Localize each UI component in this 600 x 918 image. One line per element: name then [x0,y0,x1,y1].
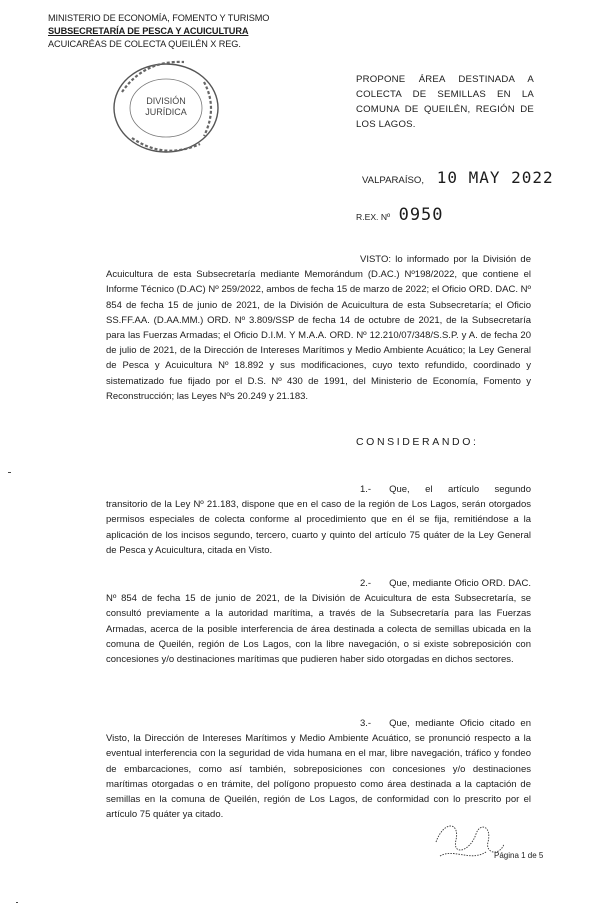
paragraph-text: Que, mediante Oficio citado en Visto, la Dirección de Intereses Marítimos y Medio Ambiente Acuático, se pronunció respecto a la eventual interferencia con la seguridad de vida humana en el mar, libre navegación, tráfico y fondeo de embarcaciones, como así también, sobreposiciones con concesiones y/o destinaciones marítimas otorgadas o en trámite, del polígono propuesto como área destinada a la captación de semillas en la comuna de Queilén, región de Los Lagos, de conformidad con lo prescrito por el artículo 75 quáter ya citado. [106,718,531,821]
visto-text: VISTO: lo informado por la División de Acuicultura de esta Subsecretaría mediante Memorándum (D.AC.) Nº198/2022, que contiene el Informe Técnico (D.AC) Nº 259/2022, ambos de fecha 15 de marzo de 2022; el Oficio ORD. DAC. Nº 854 de fecha 15 de junio de 2021, de la División de Acuicultura de esta Subsecretaría; el Oficio SS.FF.AA. (D.AA.MM.) ORD. Nº 3.809/SSP de fecha 14 de octubre de 2021, de la Subsecretaría para las Fuerzas Armadas; el Oficio D.I.M. Y M.A.A. ORD. Nº 12.210/07/348/S.S.P. y A. de fecha 20 de julio de 2021, de la Dirección de Intereses Marítimos y Medio Ambiente Acuático; la Ley General de Pesca y Acuicultura Nº 18.892 y sus modificaciones, cuyo texto refundido, coordinado y sistematizado fue fijado por el D.S. Nº 430 de 1991, del Ministerio de Economía, Fomento y Reconstrucción; las Leyes Nºs 20.249 y 21.183. [106,254,531,402]
stamp-line-2: JURÍDICA [145,107,187,117]
resolution-number [356,205,444,225]
subject-text: PROPONE ÁREA DESTINADA A COLECTA DE SEMILLAS EN LA COMUNA DE QUEILÉN, REGIÓN DE LOS LAGOS. [356,74,534,130]
page-number: Página 1 de 5 [494,851,544,860]
date-city: VALPARAÍSO, [362,175,425,186]
rex-label: R.EX. Nº [356,212,391,222]
paragraph-text: Que, mediante Oficio ORD. DAC. Nº 854 de fecha 15 de junio de 2021, de la División de Acuicultura de esta Subsecretaría, se consultó previamente a la autoridad marítima, a través de la Subsecretaría para las Fuerzas Armadas, acerca de la posible interferencia de área destinada a colecta de semillas ubicada en la comuna de Queilén, región de Los Lagos, con la libre navegación, o si existe sobreposición con concesiones y/o destinaciones marítimas que pudieren haber sido otorgadas en dichos sectores. [106,578,531,666]
visto-paragraph [106,252,531,404]
rex-number: 0950 [398,205,444,225]
stamp-line-1: DIVISIÓN [146,96,186,106]
header-subsecretaria: SUBSECRETARÍA DE PESCA Y ACUICULTURA [48,26,249,36]
date-line [362,168,554,187]
paragraph-text: Que, el artículo segundo transitorio de la Ley Nº 21.183, dispone que en el caso de la región de Los Lagos, serán otorgados permisos especiales de colecta conforme al procedimiento que en él se fija, remitiéndose a la aplicación de los incisos segundo, tercero, cuarto y quinto del artículo 75 quáter de la Ley General de Pesca y Acuicultura, citada en Visto. [106,484,531,556]
considerando-heading: CONSIDERANDO: [356,436,479,448]
considerando-paragraph-1 [106,482,531,558]
paragraph-number: 1.- [360,484,372,495]
ministry-header [48,12,269,51]
paragraph-number: 2.- [360,578,372,589]
header-department: ACUICARÉAS DE COLECTA QUEILÉN X REG. [48,39,241,49]
scan-mark [8,472,11,473]
header-ministry: MINISTERIO DE ECONOMÍA, FOMENTO Y TURISMO [48,13,270,23]
considerando-paragraph-2 [106,576,531,667]
date-value: 10 MAY 2022 [436,168,554,187]
considerando-paragraph-3 [106,716,531,822]
scan-mark [16,902,18,903]
division-juridica-stamp [104,52,236,166]
paragraph-number: 3.- [360,718,372,729]
initials-signature [430,812,510,872]
